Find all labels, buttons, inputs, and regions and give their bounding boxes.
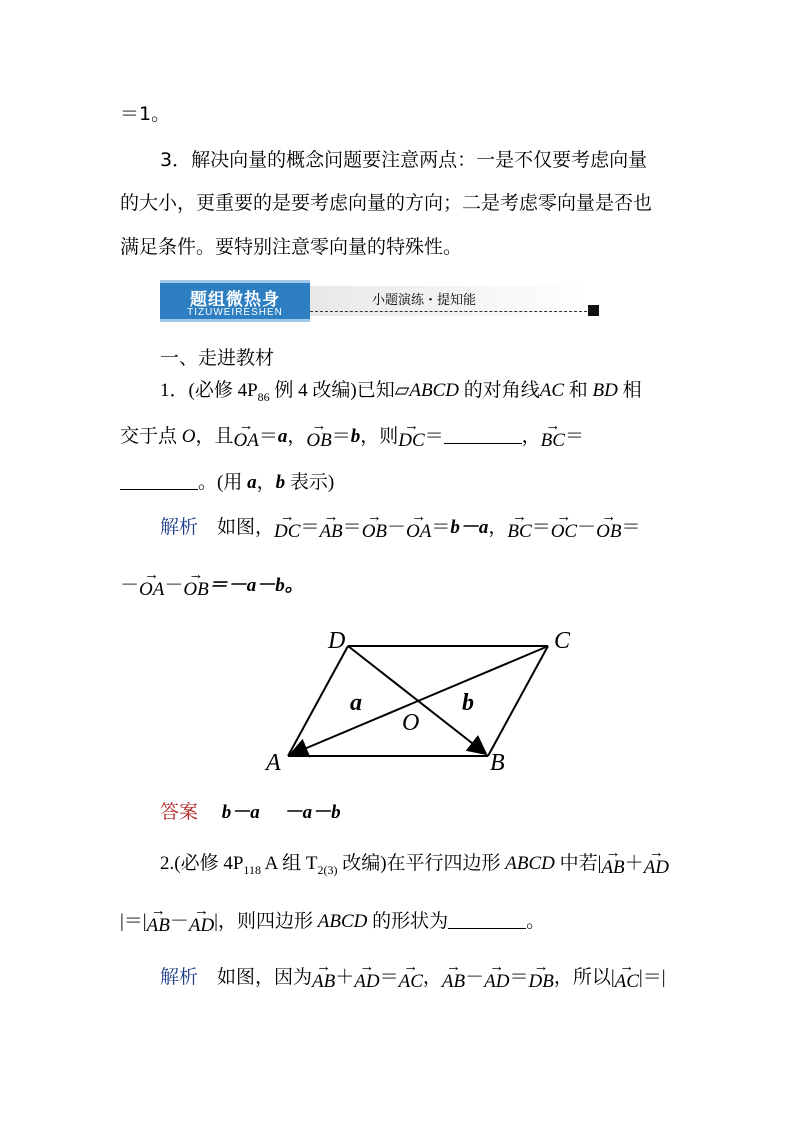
q2-line1: 2.(必修 $4P_{118}$ A 组 $T_{2(3)}$ 改编)在平行四边形 ABCD 中若|→ AB＋→ AD	[160, 851, 669, 883]
label-d-vertex: D	[328, 628, 346, 654]
label-vector-b: b	[462, 690, 474, 716]
note3-line1: 3．解决向量的概念问题要注意两点：一是不仅要考虑向量	[160, 149, 648, 171]
continued-equation	[120, 101, 170, 127]
diagonal-oc	[418, 647, 546, 701]
label-b-vertex: B	[490, 750, 505, 776]
banner-divider	[310, 311, 592, 312]
equation-text: ＝1。	[120, 103, 171, 125]
vector-bc: → BC	[541, 425, 565, 451]
q1-line2: 交于点 O，且→ OA＝a，→ OB＝b，则→ DC＝ ，→ BC＝	[120, 424, 584, 451]
label-vector-a: a	[350, 690, 362, 716]
banner-title: 题组微热身	[190, 290, 280, 310]
q1-line3: 。(用 a，b 表示)	[120, 470, 334, 496]
q1-solution-line1: 解析 如图，→ DC＝→ AB＝→ OB－→ OA＝b－a，→ BC＝→ OC－→ OB＝	[160, 515, 640, 542]
solution-label: 解析	[160, 517, 199, 538]
vector-dc: → DC	[398, 425, 424, 451]
banner-tagline: 小题演练・提知能	[372, 293, 477, 308]
note3-line2: 的大小，更重要的是要考虑向量的方向；二是考虑零向量是否也	[120, 192, 653, 214]
vector-ob: → OB	[306, 425, 331, 451]
label-c-vertex: C	[554, 628, 571, 654]
banner-subtitle: TIZUWEIRESHEN	[187, 307, 283, 318]
answer-label: 答案	[160, 802, 199, 823]
q1-line1: 1．(必修 $4P_{86}$ 例 4 改编)已知▱ABCD 的对角线AC 和 BD 相	[160, 380, 642, 404]
section-banner	[160, 276, 600, 326]
q2-line2: |＝|→ AB－→ AD|，则四边形 ABCD 的形状为 。	[120, 909, 545, 936]
answer-blank-dc[interactable]	[444, 425, 522, 444]
section-heading: 一、走进教材	[160, 347, 275, 369]
edge-bc	[488, 646, 548, 756]
q1-answer: 答案 b－a －a－b	[160, 802, 341, 823]
edge-da	[288, 646, 348, 756]
q2-solution-line1: 解析 如图，因为→ AB＋→ AD＝→ AC，→ AB－→ AD＝→ DB，所以|→ AC|＝|	[160, 965, 666, 992]
q1-solution-line2: －→ OA－→ OB＝－a－b。	[120, 573, 304, 600]
answer-blank-bc[interactable]	[120, 471, 198, 490]
label-o-point: O	[402, 710, 420, 736]
parallelogram-figure	[256, 620, 576, 780]
square-icon	[588, 305, 599, 316]
note3-line3: 满足条件。要特别注意零向量的特殊性。	[120, 236, 463, 258]
banner-box	[160, 280, 310, 322]
vector-oa: → OA	[234, 425, 259, 451]
solution-label: 解析	[160, 967, 199, 988]
answer-blank-shape[interactable]	[448, 910, 526, 929]
label-a-vertex: A	[266, 750, 281, 776]
